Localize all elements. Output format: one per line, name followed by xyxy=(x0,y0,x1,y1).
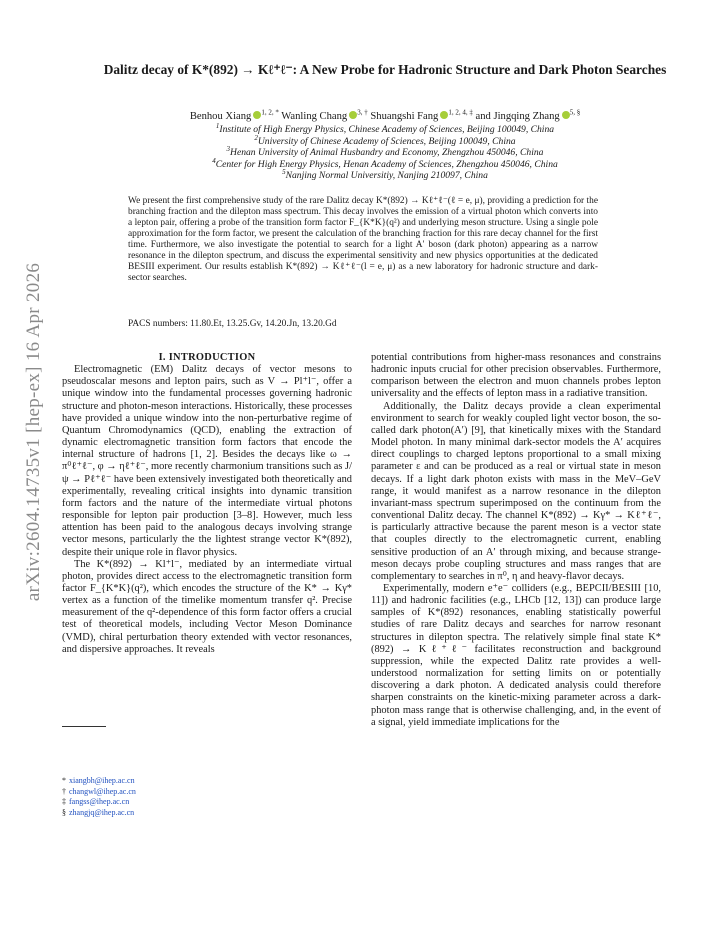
footnote-email[interactable]: ‡ fangss@ihep.ac.cn xyxy=(62,797,130,806)
author-2[interactable]: Wanling Chang $^{3, \dagger}$ xyxy=(281,108,368,122)
footnote-email[interactable]: * xiangbh@ihep.ac.cn xyxy=(62,776,135,785)
authors-joiner: and xyxy=(475,111,491,122)
affiliation: $^4$Center for High Energy Physics, Henan Academy of Sciences, Zhengzhou 450046, China xyxy=(212,156,558,170)
footnotes xyxy=(62,776,352,818)
orcid-icon[interactable] xyxy=(562,111,570,119)
section-heading: I. INTRODUCTION xyxy=(158,352,256,363)
footnote-email[interactable]: † changwl@ihep.ac.cn xyxy=(62,786,136,796)
paper-title: Dalitz decay of K*(892) → Kℓ⁺ℓ⁻: A New Probe for Hadronic Structure and Dark Photon Searches xyxy=(103,62,667,77)
left-column xyxy=(62,352,352,656)
affiliation: $^1$Institute of High Energy Physics, Chinese Academy of Sciences, Beijing 100049, China xyxy=(215,121,555,135)
affiliation-list xyxy=(60,121,710,182)
affiliation: $^5$Nanjing Normal Universitiy, Nanjing 210097, China xyxy=(282,167,488,181)
paragraph: Electromagnetic (EM) Dalitz decays of vector mesons to pseudoscalar mesons and lepton pairs, such as V → Pl⁺l⁻, offer a unique window into the fundamental processes governing hadronic structure and photon-meson interactions. Historically, these processes have provided a unique window into the non-perturbative regime of Quantum Chromodynamics (QCD), enabling the extraction of dynamic electromagnetic transition form factors that encode the internal structure of hadrons [1, 2]. Besides the decays like ω → π⁰ℓ⁺ℓ⁻, φ → ηℓ⁺ℓ⁻, more recently charmonium transitions such as J/ψ → Pℓ⁺ℓ⁻ have been extensively investigated both theoretically and experimentally, revealing critical insights into dynamic transition form factors and the nature of the intermediate virtual photons responsible for lepton pair production [3–8]. However, much less attention has been paid to the analogous decays involving strange vector mesons, particularly the the lightest strange vector K*(892), despite their unique role in flavor physics. xyxy=(62,364,352,558)
right-column xyxy=(371,352,661,729)
author-list xyxy=(60,110,710,124)
arxiv-stamp: arXiv:2604.14735v1 [hep-ex] 16 Apr 2026 xyxy=(23,262,44,602)
author-3[interactable]: Shuangshi Fang $^{1, 2, 4, \ddagger}$ xyxy=(370,108,473,122)
footnote-email[interactable]: § zhangjq@ihep.ac.cn xyxy=(62,807,135,817)
footnote-divider xyxy=(62,726,106,727)
abstract: We present the first comprehensive study of the rare Dalitz decay K*(892) → Kℓ⁺ℓ⁻(ℓ = e, μ), providing a prediction for the branching fraction and the dilepton mass spectrum. This decay involves the emission of a virtual photon which converts into a lepton pair, offering a probe of the transition form factor F_{K*K}(q²) and underlying meson structure. Using a single pole approximation for the form factor, we present the calculation of the branching fraction for this rare decay channel for the first time. Furthermore, we also investigate the potential to search for a light A′ boson (dark photon) appearing as a narrow resonance in the dilepton spectrum, and discuss the experimental sensitivity and new physics opportunities at the dedicated BESIII experiment. Our results establish K*(892) → Kℓ⁺ℓ⁻(l = e, μ) as a new laboratory for hadronic structure and dark-sector searches. xyxy=(128,196,599,283)
paragraph: The K*(892) → Kl⁺l⁻, mediated by an intermediate virtual photon, provides direct access to the electromagnetic transition form factor F_{K*K}(q²), which encodes the structure of the K* → Kγ* vertex as a function of the timelike momentum transfer q². Precise measurement of the q²-dependence of this form factor offers a crucial test of theoretical models, including Vector Meson Dominance (VMD), chiral perturbation theory extended with vector resonances, and dispersive approaches. It reveals xyxy=(62,558,352,655)
paragraph: potential contributions from higher-mass resonances and constrains hadronic inputs crucial for other precision observables. Furthermore, comparison between the electron and muon channels probes lepton universality and the effects of lepton mass in a radiative transition. xyxy=(371,352,661,400)
affiliation: $^2$University of Chinese Academy of Sciences, Beijing 100049, China xyxy=(254,133,516,147)
pacs-numbers: PACS numbers: 11.80.Et, 13.25.Gv, 14.20.Jn, 13.20.Gd xyxy=(128,319,337,329)
paragraph: Experimentally, modern e⁺e⁻ colliders (e.g., BEPCII/BESIII [10, 11]) and hadronic facilities (e.g., LHCb [12, 13]) can produce large samples of K*(892) resonances, enabling statistically powerful studies of rare Dalitz decays and searches for narrow resonant structures in dilepton spectra. The relatively simple final state K*(892) → Kℓ⁺ℓ⁻ facilitates reconstruction and background suppression, while the expected Dalitz rate provides a well-understood normalization for setting limits on or potentially discovering a dark photon. A dedicated analysis could therefore sharpen constraints on the kinetic-mixing parameter across a dark-photon mass range that is otherwise challenging, and, in the event of a signal, yield immediate implications for the xyxy=(371,582,661,728)
author-1[interactable]: Benhou Xiang $^{1, 2, *}$ xyxy=(189,108,279,122)
affiliation: $^3$Henan University of Animal Husbandry and Economy, Zhengzhou 450046, China xyxy=(226,144,544,158)
author-4[interactable]: Jingqing Zhang $^{5, \S}$ xyxy=(493,108,581,122)
paragraph: Additionally, the Dalitz decays provide a clean experimental environment to search for weakly coupled light vector boson, the so-called dark photon(A′) [9], that kinetically mixes with the Standard Model photon. In many minimal dark-sector models the A′ acquires direct couplings to charged leptons proportional to a small mixing parameter ε and can be produced as a real or virtual state in meson decays. If a light dark photon exists with mass in the MeV–GeV range, it would manifest as a narrow resonance in the dilepton invariant-mass spectrum superimposed on the continuum from the conventional Dalitz decay. The channel K*(892) → Kγ* → Kℓ⁺ℓ⁻, is particularly attractive because the parent meson is a vector state that couples directly to the electromagnetic current, enabling sensitive production of an A′ through mixing, and because strange-meson decays probe coupling structures and mass ranges that are complementary to searches in π⁰, η and heavy-flavor decays. xyxy=(371,400,661,582)
